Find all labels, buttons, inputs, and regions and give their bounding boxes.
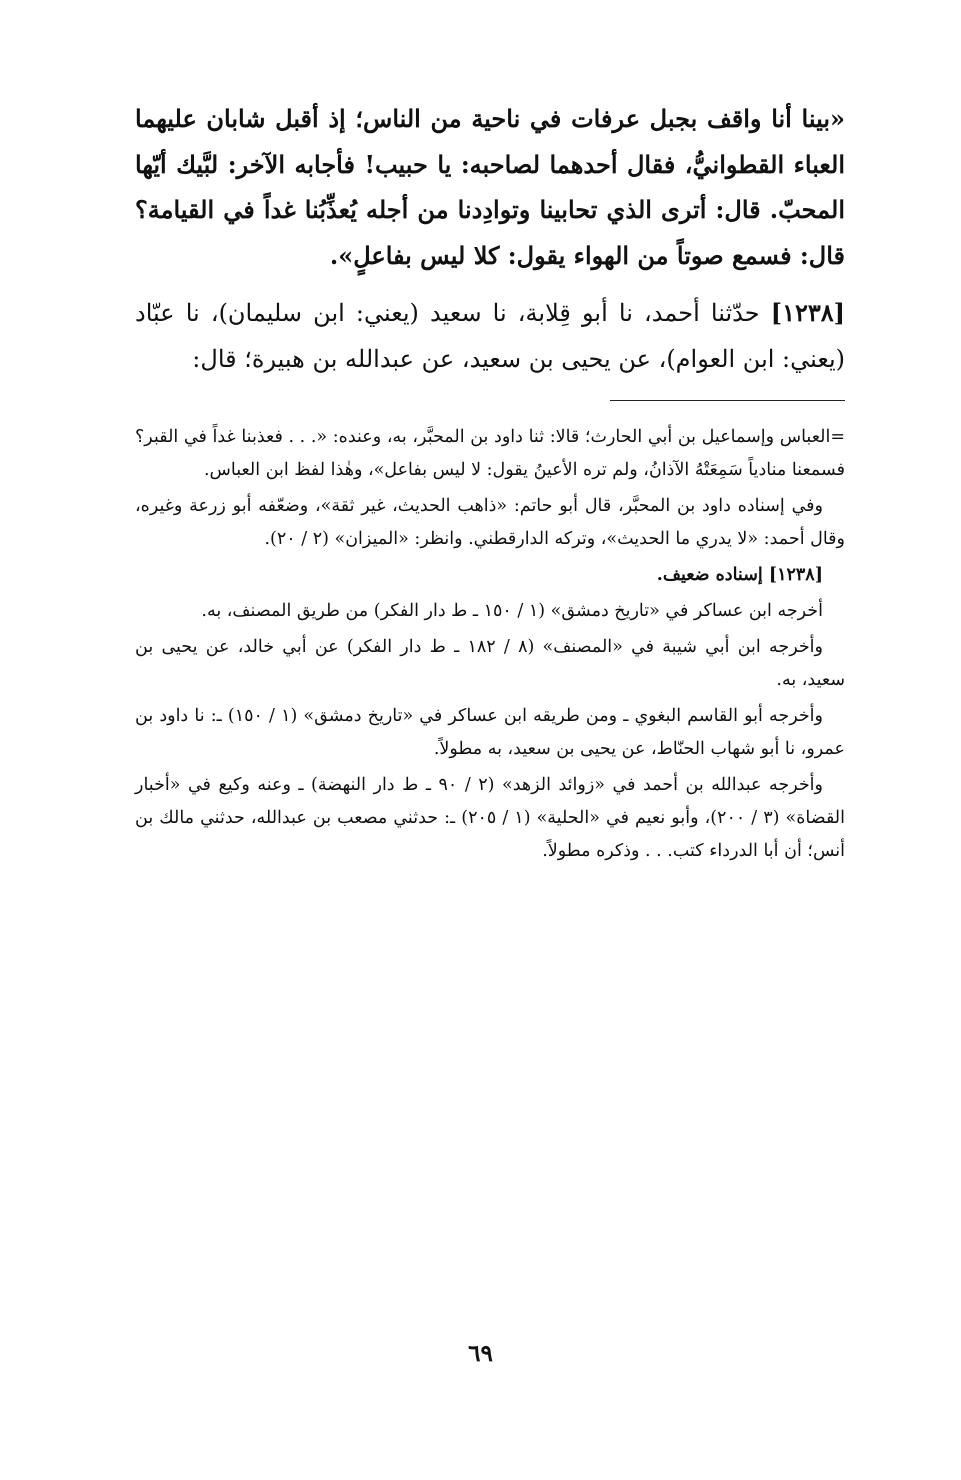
footnote-paragraph: وفي إسناده داود بن المحبَّر، قال أبو حاتم: «ذاهب الحديث، غير ثقة»، وضعّفه أبو زرعة وغيره، وقال أحمد: «لا يدري ما الحديث»، وتركه الدارقطني. وانظر: «الميزان» (٢ / ٢٠). xyxy=(135,496,845,549)
footnote-paragraph: وأخرجه عبدالله بن أحمد في «زوائد الزهد» (٢ / ٩٠ ـ ط دار النهضة) ـ وعنه وكيع في «أخبار القضاة» (٣ / ٢٠٠)، وأبو نعيم في «الحلية» (١ / ٢٠٥) ـ: حدثني مصعب بن عبدالله، حدثني مالك بن أنس؛ أن أبا الدرداء كتب. . . وذكره مطولاً. xyxy=(135,775,845,861)
main-paragraph-quote: «بينا أنا واقف بجبل عرفات في ناحية من الناس؛ إذ أقبل شابان عليهما العباء القطوانيُّ، فقال أحدهما لصاحبه: يا حبيب! فأجابه الآخر: لبَّيك أيّها المحبّ. قال: أترى الذي تحابينا وتوادِدنا من أجله يُعذِّبُنا غداً في القيامة؟ قال: فسمع صوتاً من الهواء يقول: كلا ليس بفاعلٍ». xyxy=(135,104,845,270)
footnote-grade: [١٢٣٨] إسناده ضعيف. xyxy=(656,565,823,585)
footnote-separator xyxy=(610,400,845,401)
hadith-text: حدّثنا أحمد، نا أبو قِلابة، نا سعيد (يعني: ابن سليمان)، نا عبّاد (يعني: ابن العوام)، عن يحيى بن سعيد، عن عبدالله بن هبيرة؛ قال: xyxy=(135,299,845,373)
page-number: ٦٩ xyxy=(468,1340,493,1367)
hadith-paragraph xyxy=(135,290,845,382)
footnote-paragraph: وأخرجه ابن أبي شيبة في «المصنف» (٨ / ١٨٢ ـ ط دار الفكر) عن أبي خالد، عن يحيى بن سعيد، به. xyxy=(135,637,845,690)
hadith-number: [١٢٣٨] xyxy=(770,298,845,327)
footnote-continuation: =العباس وإسماعيل بن أبي الحارث؛ قالا: ثنا داود بن المحبَّر، به، وعنده: «. . . فعذبنا غداً في القبر؟ فسمعنا منادياً سَمِعَتْهُ الآذانُ، ولم تره الأعينُ يقول: لا ليس بفاعل»، وهٰذا لفظ ابن العباس. xyxy=(135,427,845,480)
page-content xyxy=(135,96,845,868)
footnote-paragraph: أخرجه ابن عساكر في «تاريخ دمشق» (١ / ١٥٠ ـ ط دار الفكر) من طريق المصنف، به. xyxy=(201,601,823,621)
main-text xyxy=(135,96,845,382)
footnote-paragraph: وأخرجه أبو القاسم البغوي ـ ومن طريقه ابن عساكر في «تاريخ دمشق» (١ / ١٥٠) ـ: نا داود بن عمرو، نا أبو شهاب الحنّاط، عن يحيى بن سعيد، به مطولاً. xyxy=(135,706,845,759)
footnotes xyxy=(135,421,845,868)
